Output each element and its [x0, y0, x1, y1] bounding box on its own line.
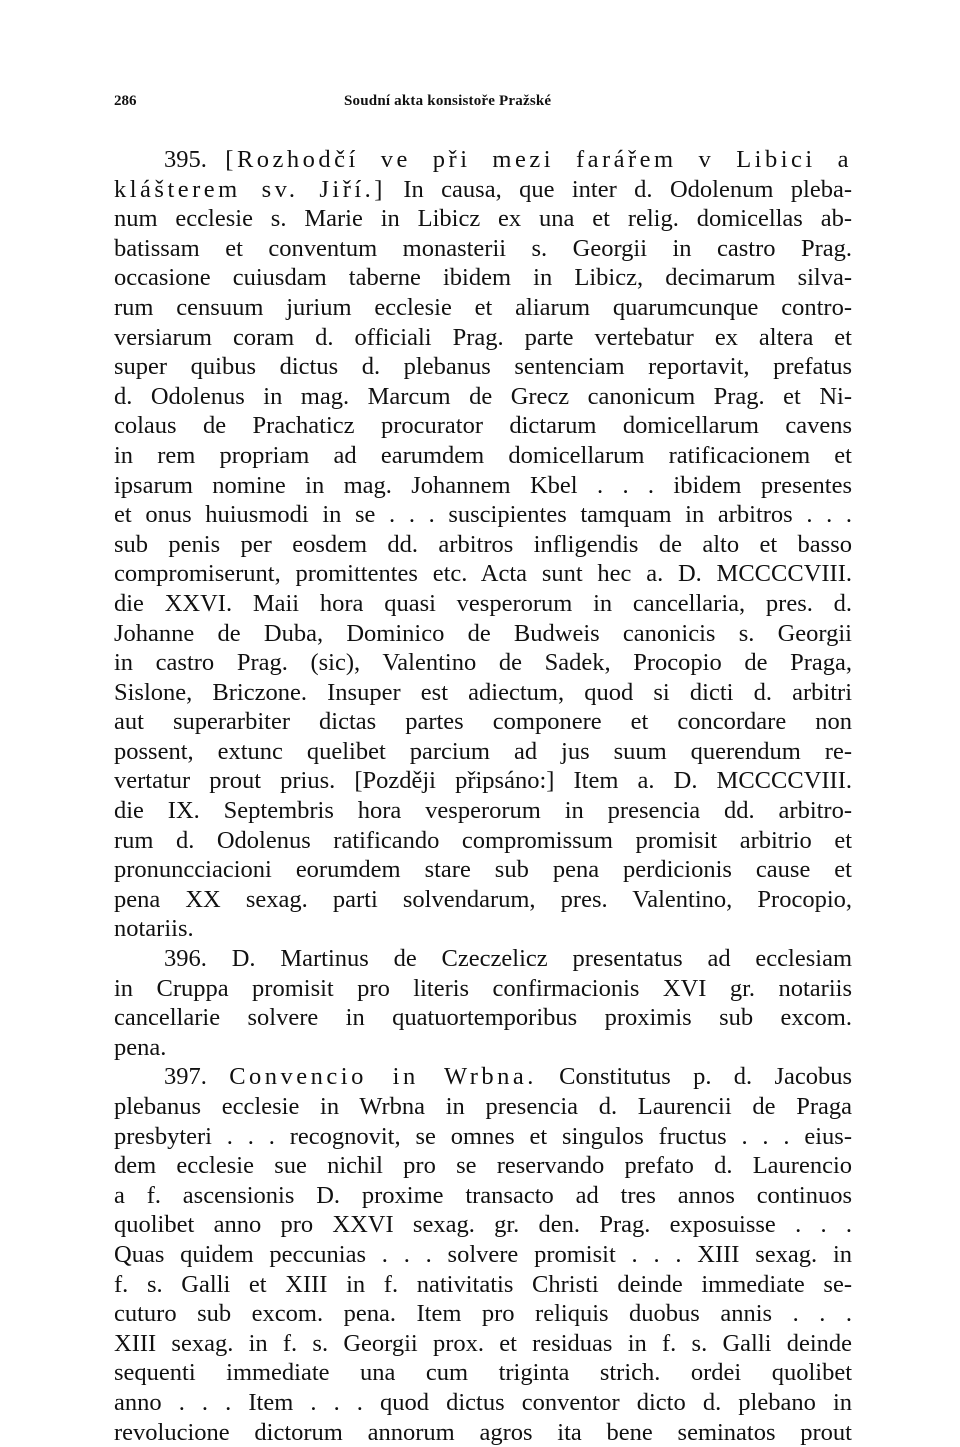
- body-text: [114, 145, 852, 1447]
- line-text: super quibus dictus d. plebanus sentenciam reportavit, prefatus: [114, 353, 852, 381]
- running-title: Soudní akta konsistoře Pražské: [344, 93, 552, 109]
- text-line: [114, 1418, 852, 1447]
- text-line: [114, 559, 852, 589]
- line-text: in rem propriam ad earumdem domicellarum ratificacionem et: [114, 441, 852, 469]
- line-text: batissam et conventum monasterii s. Georgii in castro Prag.: [114, 234, 852, 262]
- text-line: [114, 1270, 852, 1300]
- text-line: [114, 530, 852, 560]
- text-line: [114, 382, 852, 412]
- text-line: [114, 352, 852, 382]
- line-text: sub penis per eosdem dd. arbitros infligendis de alto et basso: [114, 530, 852, 558]
- text-line: [114, 204, 852, 234]
- line-text: num ecclesie s. Marie in Libicz ex una et relig. domicellas ab-: [114, 205, 852, 233]
- text-line: [114, 175, 852, 205]
- entry-heading: Convencio in Wrbna.: [229, 1063, 537, 1091]
- line-text: notariis.: [114, 915, 194, 943]
- text-line: [114, 323, 852, 353]
- line-text: XIII sexag. in f. s. Georgii prox. et residuas in f. s. Galli deinde: [114, 1329, 852, 1357]
- entry-number: 397.: [164, 1063, 230, 1091]
- entry-number: 396.: [164, 945, 232, 973]
- text-line: [114, 619, 852, 649]
- line-text: sequenti immediate una cum triginta strich. ordei quolibet: [114, 1359, 852, 1387]
- text-line: [114, 914, 852, 944]
- line-text: D. Martinus de Czeczelicz presentatus ad ecclesiam: [231, 945, 853, 973]
- text-line: [114, 1033, 852, 1063]
- text-line: [114, 1181, 852, 1211]
- line-text: pena XX sexag. parti solvendarum, pres. Valentino, Procopio,: [114, 885, 852, 913]
- line-text: Constitutus p. d. Jacobus: [536, 1063, 853, 1091]
- line-text: cuturo sub excom. pena. Item pro reliquis duobus annis . . .: [114, 1300, 852, 1328]
- text-line: [114, 1062, 852, 1092]
- entry-heading: klášterem sv. Jiří.]: [114, 175, 386, 203]
- line-text: anno . . . Item . . . quod dictus conventor dicto d. plebano in: [114, 1388, 852, 1416]
- line-text: et onus huiusmodi in se . . . suscipientes tamquam in arbitros . . .: [114, 501, 852, 529]
- line-text: d. Odolenus in mag. Marcum de Grecz canonicum Prag. et Ni-: [114, 382, 852, 410]
- page-number: 286: [114, 93, 137, 109]
- line-text: pena.: [114, 1033, 167, 1061]
- text-line: [114, 500, 852, 530]
- text-line: [114, 648, 852, 678]
- text-line: [114, 145, 852, 175]
- line-text: aut superarbiter dictas partes componere et concordare non: [114, 708, 852, 736]
- line-text: in Cruppa promisit pro literis confirmacionis XVI gr. notariis: [114, 974, 852, 1002]
- text-line: [114, 826, 852, 856]
- text-line: [114, 1003, 852, 1033]
- line-text: revolucione dictorum annorum agros ita bene seminatos prout: [114, 1418, 852, 1446]
- line-text: cancellarie solvere in quatuortemporibus proximis sub excom.: [114, 1004, 852, 1032]
- text-line: [114, 796, 852, 826]
- entry-heading: [Rozhodčí ve při mezi farářem v Libici a: [225, 146, 852, 173]
- line-text: dem ecclesie sue nichil pro se reservando prefato d. Laurencio: [114, 1152, 852, 1180]
- line-text: Quas quidem peccunias . . . solvere promisit . . . XIII sexag. in: [114, 1240, 852, 1268]
- running-head: [114, 93, 854, 115]
- line-text: in castro Prag. (sic), Valentino de Sadek, Procopio de Praga,: [114, 649, 852, 677]
- line-text: In causa, que inter d. Odolenum pleba-: [385, 175, 852, 203]
- line-text: rum d. Odolenus ratificando compromissum promisit arbitrio et: [114, 826, 852, 854]
- line-text: Sislone, Briczone. Insuper est adiectum, quod si dicti d. arbitri: [114, 678, 852, 706]
- entry-number: 395.: [164, 146, 226, 173]
- line-text: rum censuum jurium ecclesie et aliarum quarumcunque contro-: [114, 293, 852, 321]
- line-text: die XXVI. Maii hora quasi vesperorum in cancellaria, pres. d.: [114, 589, 852, 617]
- text-line: [114, 234, 852, 264]
- text-line: [114, 766, 852, 796]
- line-text: die IX. Septembris hora vesperorum in presencia dd. arbitro-: [114, 797, 852, 825]
- text-line: [114, 1092, 852, 1122]
- line-text: vertatur prout prius. [Později připsáno:] Item a. D. MCCCCVIII.: [114, 767, 852, 795]
- text-line: [114, 1329, 852, 1359]
- line-text: pronuncciacioni eorumdem stare sub pena perdicionis cause et: [114, 856, 852, 884]
- text-line: [114, 1299, 852, 1329]
- line-text: presbyteri . . . recognovit, se omnes et singulos fructus . . . eius-: [114, 1122, 852, 1150]
- text-line: [114, 1240, 852, 1270]
- line-text: ipsarum nomine in mag. Johannem Kbel . . . ibidem presentes: [114, 471, 852, 499]
- line-text: colaus de Prachaticz procurator dictarum domicellarum cavens: [114, 412, 852, 440]
- line-text: possent, extunc quelibet parcium ad jus suum querendum re-: [114, 737, 852, 765]
- text-line: [114, 471, 852, 501]
- text-line: [114, 974, 852, 1004]
- line-text: Johanne de Duba, Dominico de Budweis canonicis s. Georgii: [114, 619, 852, 647]
- text-line: [114, 589, 852, 619]
- text-line: [114, 293, 852, 323]
- text-line: [114, 855, 852, 885]
- line-text: versiarum coram d. officiali Prag. parte vertebatur ex altera et: [114, 323, 852, 351]
- text-line: [114, 707, 852, 737]
- text-line: [114, 263, 852, 293]
- text-line: [114, 885, 852, 915]
- line-text: compromiserunt, promittentes etc. Acta sunt hec a. D. MCCCCVIII.: [114, 560, 852, 588]
- text-line: [114, 944, 852, 974]
- text-line: [114, 411, 852, 441]
- line-text: occasione cuiusdam taberne ibidem in Libicz, decimarum silva-: [114, 264, 852, 292]
- text-line: [114, 1358, 852, 1388]
- text-line: [114, 1210, 852, 1240]
- line-text: a f. ascensionis D. proxime transacto ad tres annos continuos: [114, 1181, 852, 1209]
- text-line: [114, 1122, 852, 1152]
- line-text: quolibet anno pro XXVI sexag. gr. den. Prag. exposuisse . . .: [114, 1211, 852, 1239]
- text-line: [114, 678, 852, 708]
- text-line: [114, 1388, 852, 1418]
- line-text: plebanus ecclesie in Wrbna in presencia d. Laurencii de Praga: [114, 1093, 852, 1120]
- text-line: [114, 737, 852, 767]
- text-line: [114, 1151, 852, 1181]
- line-text: f. s. Galli et XIII in f. nativitatis Christi deinde immediate se-: [114, 1270, 852, 1298]
- text-line: [114, 441, 852, 471]
